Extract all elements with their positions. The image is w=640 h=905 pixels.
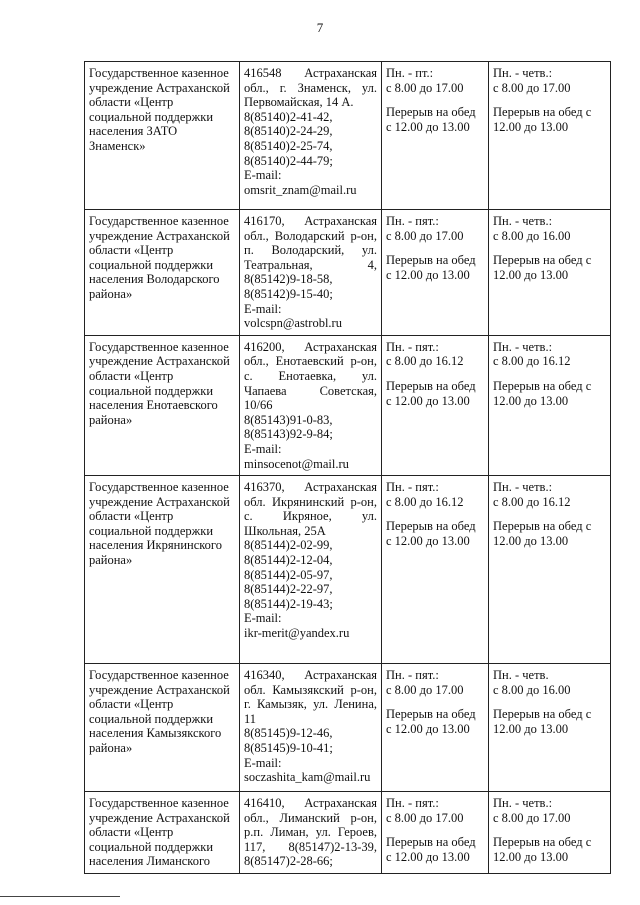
break-hours: 12.00 до 13.00 (493, 267, 569, 282)
phone-number: 8(85140)2-41-42, (244, 109, 333, 124)
address: 416340, Астраханская обл. Камызякский р-он, г. Камызяк, ул. Ленина, 11 (244, 668, 377, 726)
schedule-days: Пн. - пят.: (386, 668, 439, 683)
phone-list (244, 413, 377, 442)
schedule-hours: с 8.00 до 16.00 (493, 682, 571, 697)
schedule-days: Пн. - пят.: (386, 339, 439, 354)
table-row (85, 664, 611, 792)
email-address[interactable]: ikr-merit@yandex.ru (244, 626, 350, 641)
email-address[interactable]: volcspn@astrobl.ru (244, 316, 342, 331)
address-cell (240, 62, 382, 210)
schedule-weekday-cell (382, 62, 489, 210)
schedule-reception-cell (489, 210, 611, 336)
break-label: Перерыв на обед (386, 707, 476, 722)
break-hours: с 12.00 до 13.00 (386, 119, 470, 134)
break-label: Перерыв на обед с (493, 253, 592, 268)
break-label: Перерыв на обед с (493, 835, 592, 850)
phone-number: 8(85145)9-10-41; (244, 741, 333, 756)
schedule-weekday-cell (382, 335, 489, 475)
institution-name: Государственное казенное учреждение Астраханской области «Центр социальной поддержки населения Енотаевского района» (89, 339, 230, 427)
table-row (85, 210, 611, 336)
schedule-days: Пн. - четв.: (493, 339, 553, 354)
break-label: Перерыв на обед с (493, 707, 592, 722)
institution-name: Государственное казенное учреждение Астраханской области «Центр социальной поддержки населения Володарского района» (89, 214, 230, 301)
schedule-hours: с 8.00 до 16.12 (493, 354, 571, 369)
address-cell (240, 210, 382, 336)
schedule-days: Пн. - четв. (493, 668, 549, 683)
email-address[interactable]: omsrit_znam@mail.ru (244, 182, 357, 197)
schedule-days: Пн. - пят.: (386, 480, 439, 495)
institution-name-cell (85, 476, 240, 664)
break-hours: с 12.00 до 13.00 (386, 533, 470, 548)
institution-name-cell (85, 62, 240, 210)
institution-name: Государственное казенное учреждение Астраханской области «Центр социальной поддержки населения Икрянинского района» (89, 480, 230, 568)
break-hours: 12.00 до 13.00 (493, 849, 569, 864)
table-row (85, 62, 611, 210)
schedule-reception-cell (489, 335, 611, 475)
schedule-days: Пн. - пят.: (386, 214, 439, 228)
table-row (85, 792, 611, 874)
phone-number: 8(85143)91-0-83, (244, 412, 333, 427)
address: 416200, Астраханская обл., Енотаевский р-он, с. Енотаевка, ул. Чапаева Советская, 10/66 (244, 339, 377, 413)
phone-number: 8(85140)2-24-29, (244, 124, 333, 139)
address-cell (240, 792, 382, 874)
break-hours: 12.00 до 13.00 (493, 393, 569, 408)
break-label: Перерыв на обед с (493, 105, 592, 120)
social-centers-table (84, 61, 611, 874)
institution-name-cell (85, 335, 240, 475)
break-label: Перерыв на обед с (493, 378, 592, 393)
address-cell (240, 476, 382, 664)
break-label: Перерыв на обед (386, 105, 476, 120)
phone-number: 8(85144)2-22-97, (244, 582, 333, 597)
email-address[interactable]: soczashita_kam@mail.ru (244, 770, 371, 785)
schedule-days: Пн. - четв.: (493, 480, 553, 495)
phone-list (244, 726, 377, 755)
email-label: E-mail: (244, 611, 282, 626)
phone-list (244, 538, 377, 611)
institution-name-cell (85, 792, 240, 874)
schedule-hours: с 8.00 до 17.00 (493, 80, 571, 95)
schedule-weekday-cell (382, 476, 489, 664)
schedule-weekday-cell (382, 664, 489, 792)
schedule-weekday-cell (382, 210, 489, 336)
phone-list (244, 110, 377, 168)
schedule-days: Пн. - четв.: (493, 796, 553, 811)
schedule-hours: с 8.00 до 17.00 (493, 810, 571, 825)
break-hours: 12.00 до 13.00 (493, 119, 569, 134)
break-hours: с 12.00 до 13.00 (386, 721, 470, 736)
phone-number: 8(85145)9-12-46, (244, 726, 333, 741)
schedule-hours: с 8.00 до 17.00 (386, 810, 464, 825)
email-label: E-mail: (244, 441, 282, 456)
break-label: Перерыв на обед с (493, 519, 592, 534)
phone-number: 8(85144)2-12-04, (244, 553, 333, 568)
phone-number: 8(85144)2-05-97, (244, 567, 333, 582)
address: 416410, Астраханская обл., Лиманский р-он, р.п. Лиман, ул. Героев, 117, 8(85147)2-13-39, 8(85147)2-28-66; (244, 796, 377, 869)
break-label: Перерыв на обед (386, 253, 476, 268)
email-label: E-mail: (244, 168, 282, 183)
break-hours: с 12.00 до 13.00 (386, 393, 470, 408)
bottom-rule (0, 896, 120, 897)
break-hours: 12.00 до 13.00 (493, 721, 569, 736)
phone-number: 8(85140)2-44-79; (244, 153, 333, 168)
break-label: Перерыв на обед (386, 519, 476, 534)
address: 416170, Астраханская обл., Володарский р-он, п. Володарский, ул. Театральная, 4, 8(85142)9-18-58, 8(85142)9-15-40; (244, 214, 377, 301)
schedule-hours: с 8.00 до 16.12 (386, 494, 464, 509)
schedule-hours: с 8.00 до 16.00 (493, 228, 571, 243)
schedule-days: Пн. - четв.: (493, 66, 553, 80)
institution-name: Государственное казенное учреждение Астраханской области «Центр социальной поддержки населения Лиманского (89, 796, 230, 869)
break-label: Перерыв на обед (386, 835, 476, 850)
schedule-days: Пн. - четв.: (493, 214, 553, 228)
address: 416548 Астраханская обл., г. Знаменск, ул. Первомайская, 14 А. (244, 66, 377, 110)
institution-name: Государственное казенное учреждение Астраханской области «Центр социальной поддержки населения ЗАТО Знаменск» (89, 66, 230, 153)
phone-number: 8(85144)2-02-99, (244, 538, 333, 553)
schedule-hours: с 8.00 до 17.00 (386, 80, 464, 95)
email-label: E-mail: (244, 301, 282, 316)
schedule-days: Пн. - пят.: (386, 796, 439, 811)
schedule-reception-cell (489, 62, 611, 210)
table-row (85, 476, 611, 664)
schedule-weekday-cell (382, 792, 489, 874)
schedule-reception-cell (489, 476, 611, 664)
break-hours: с 12.00 до 13.00 (386, 267, 470, 282)
email-address[interactable]: minsocenot@mail.ru (244, 456, 349, 471)
institution-name-cell (85, 664, 240, 792)
institution-name-cell (85, 210, 240, 336)
schedule-hours: с 8.00 до 17.00 (386, 682, 464, 697)
schedule-hours: с 8.00 до 17.00 (386, 228, 464, 243)
break-hours: с 12.00 до 13.00 (386, 849, 470, 864)
page-number: 7 (316, 20, 324, 35)
phone-number: 8(85140)2-25-74, (244, 138, 333, 153)
break-label: Перерыв на обед (386, 378, 476, 393)
schedule-hours: с 8.00 до 16.12 (386, 354, 464, 369)
schedule-hours: с 8.00 до 16.12 (493, 494, 571, 509)
break-hours: 12.00 до 13.00 (493, 533, 569, 548)
schedule-days: Пн. - пт.: (386, 66, 434, 80)
institution-name: Государственное казенное учреждение Астраханской области «Центр социальной поддержки населения Камызякского района» (89, 668, 230, 756)
address-cell (240, 664, 382, 792)
address: 416370, Астраханская обл. Икрянинский р-он, с. Икряное, ул. Школьная, 25А (244, 480, 377, 538)
schedule-reception-cell (489, 792, 611, 874)
schedule-reception-cell (489, 664, 611, 792)
email-label: E-mail: (244, 755, 282, 770)
table-row (85, 335, 611, 475)
phone-number: 8(85143)92-9-84; (244, 427, 333, 442)
address-cell (240, 335, 382, 475)
table-body (85, 62, 611, 874)
phone-number: 8(85144)2-19-43; (244, 596, 333, 611)
